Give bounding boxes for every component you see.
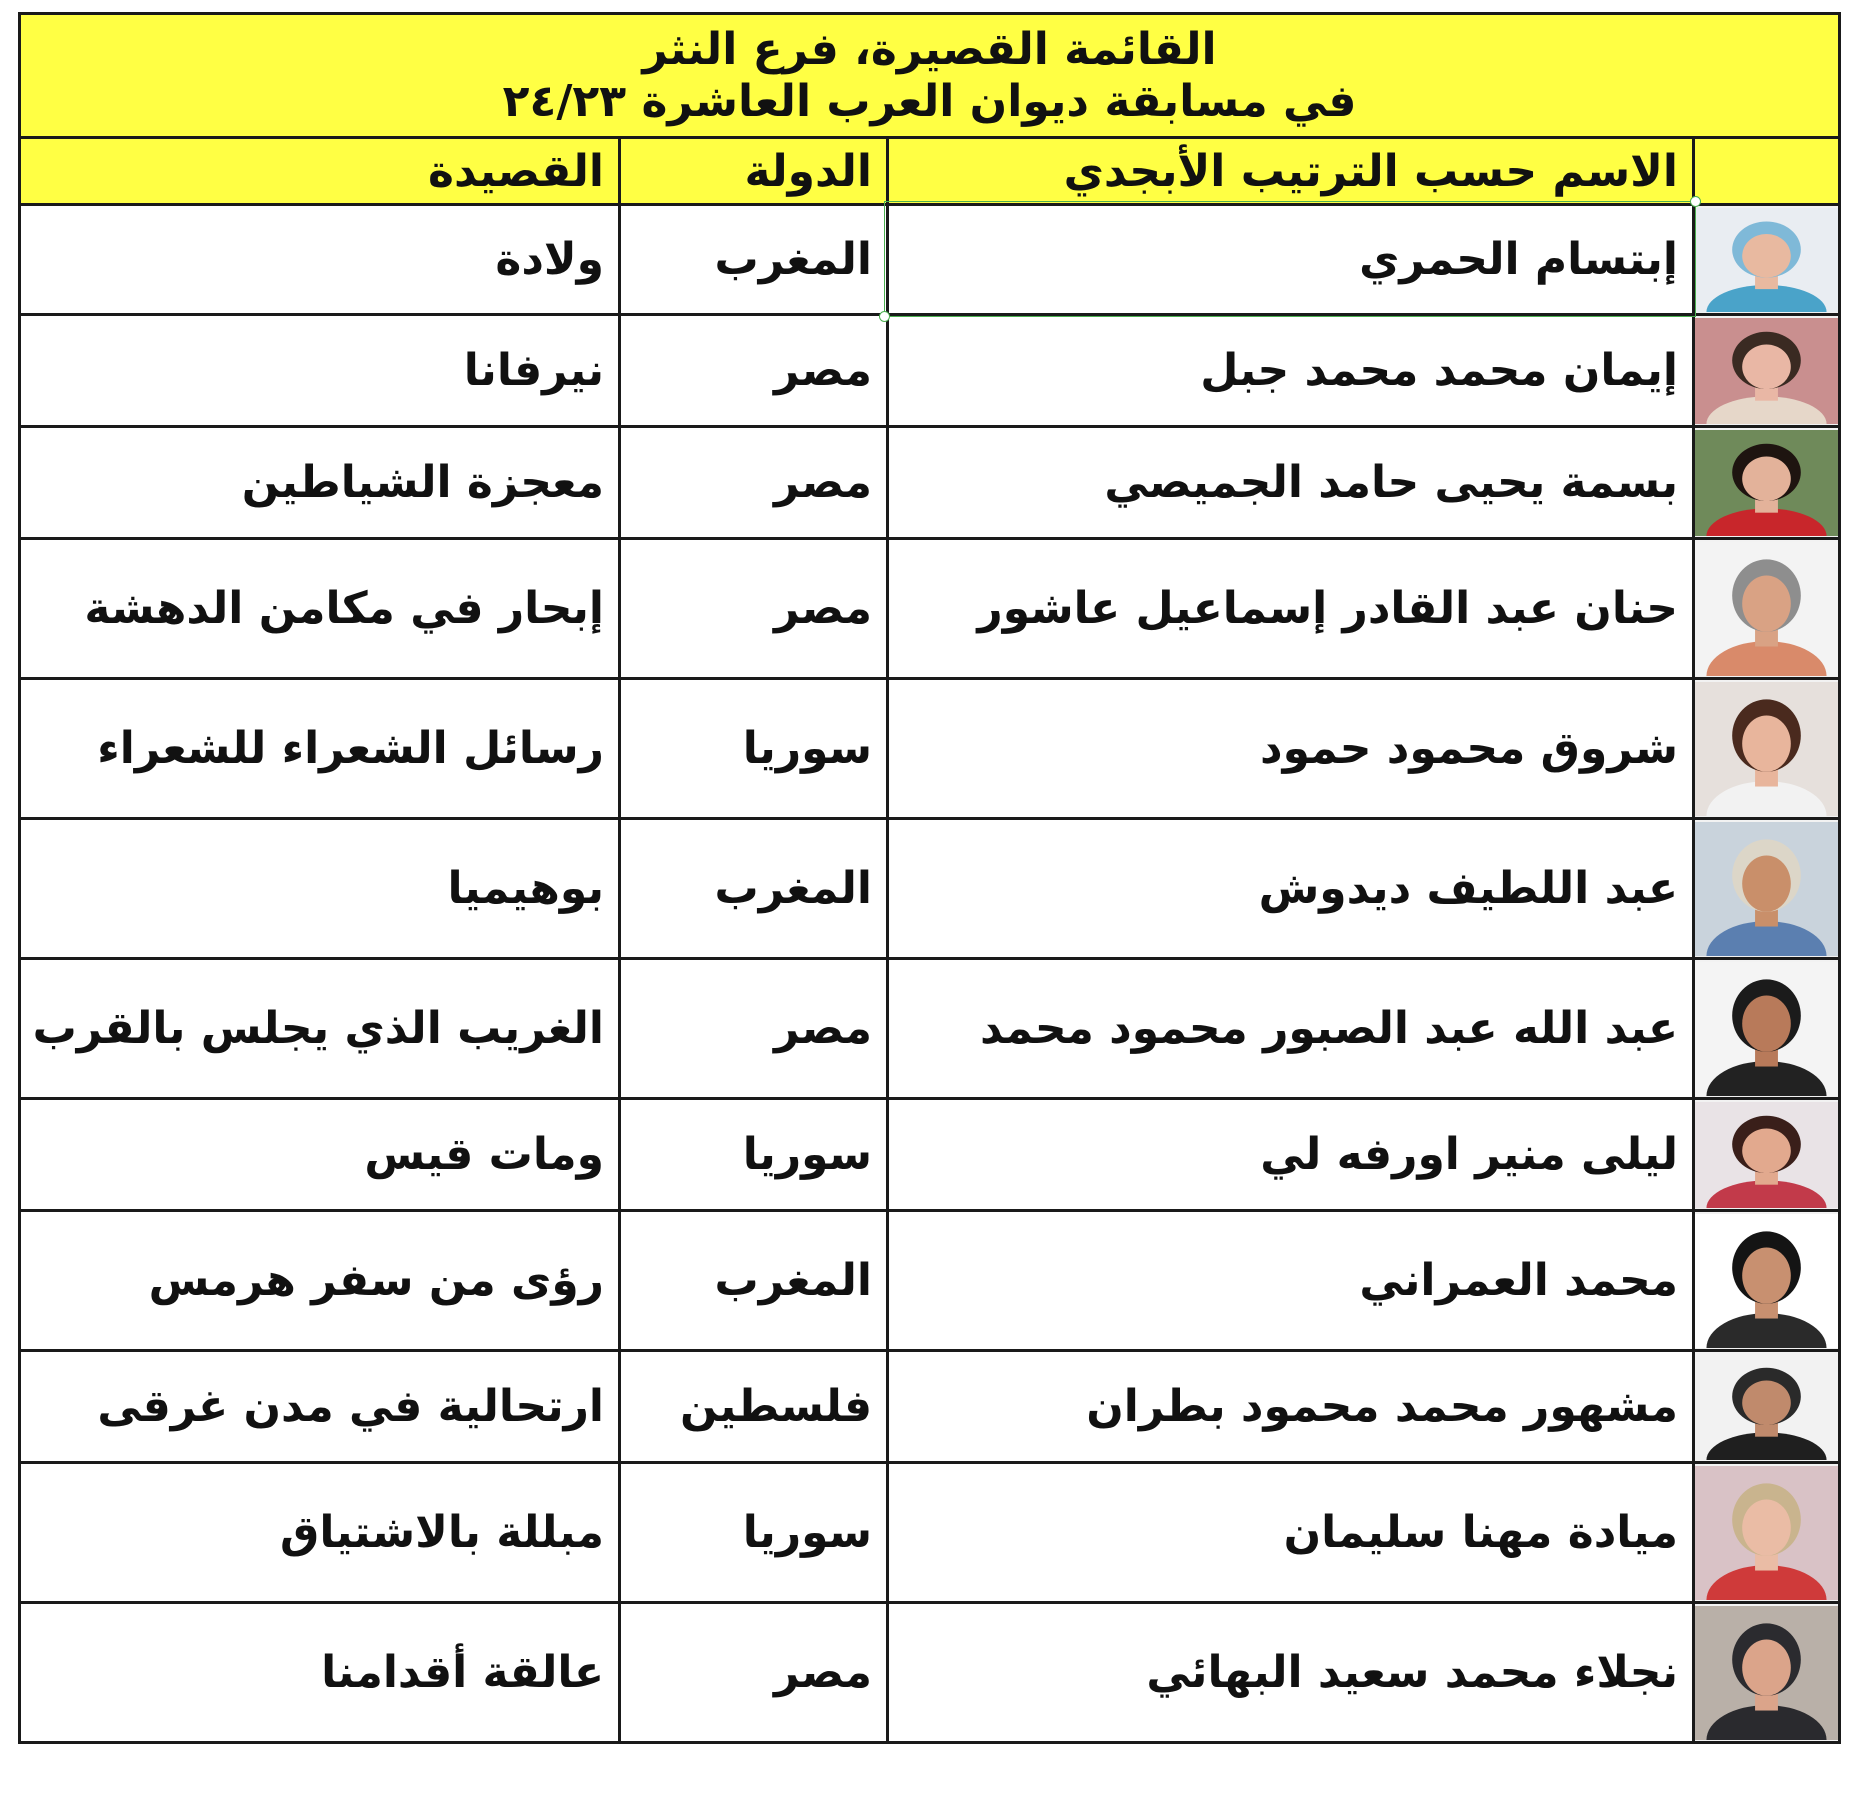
cell-work[interactable]: نيرفانا <box>20 315 620 427</box>
person-photo-icon <box>1695 1466 1838 1600</box>
person-photo-icon <box>1695 208 1838 312</box>
cell-work[interactable]: إبحار في مكامن الدهشة <box>20 539 620 679</box>
photo-cell[interactable] <box>1694 1351 1840 1463</box>
cell-name[interactable]: عبد الله عبد الصبور محمود محمد <box>888 959 1694 1099</box>
cell-name[interactable]: إيمان محمد محمد جبل <box>888 315 1694 427</box>
cell-work[interactable]: مبللة بالاشتياق <box>20 1463 620 1603</box>
table-row <box>20 315 1840 427</box>
person-photo-icon <box>1695 1102 1838 1208</box>
table-row <box>20 1463 1840 1603</box>
person-photo-icon <box>1695 962 1838 1096</box>
person-photo-icon <box>1695 542 1838 676</box>
title-line-2: في مسابقة ديوان العرب العاشرة ٢٤/٢٣ <box>502 75 1357 127</box>
photo-cell[interactable] <box>1694 539 1840 679</box>
title-line-1: القائمة القصيرة، فرع النثر <box>642 23 1217 75</box>
table-row <box>20 1603 1840 1743</box>
photo-face <box>1742 456 1791 501</box>
table-row <box>20 539 1840 679</box>
cell-work[interactable]: ولادة <box>20 205 620 315</box>
cell-name[interactable]: ليلى منير اورفه لي <box>888 1099 1694 1211</box>
cell-country[interactable]: سوريا <box>620 1099 888 1211</box>
cell-work[interactable]: ومات قيس <box>20 1099 620 1211</box>
photo-face <box>1742 1499 1791 1555</box>
person-photo-icon <box>1695 1354 1838 1460</box>
photo-cell[interactable] <box>1694 205 1840 315</box>
shortlist-table <box>18 12 1841 1744</box>
cell-country[interactable]: المغرب <box>620 819 888 959</box>
photo-face <box>1742 1247 1791 1303</box>
cell-work[interactable]: عالقة أقدامنا <box>20 1603 620 1743</box>
table-row <box>20 959 1840 1099</box>
cell-country[interactable]: المغرب <box>620 1211 888 1351</box>
photo-face <box>1742 855 1791 911</box>
cell-country[interactable]: سوريا <box>620 679 888 819</box>
photo-cell[interactable] <box>1694 959 1840 1099</box>
photo-cell[interactable] <box>1694 819 1840 959</box>
cell-name[interactable]: إبتسام الحمري <box>888 205 1694 315</box>
person-photo-icon <box>1695 1606 1838 1740</box>
cell-country[interactable]: مصر <box>620 315 888 427</box>
photo-face <box>1742 575 1791 631</box>
table-row <box>20 819 1840 959</box>
table-row <box>20 1351 1840 1463</box>
photo-cell[interactable] <box>1694 1211 1840 1351</box>
cell-name[interactable]: محمد العمراني <box>888 1211 1694 1351</box>
cell-name[interactable]: بسمة يحيى حامد الجميصي <box>888 427 1694 539</box>
person-photo-icon <box>1695 430 1838 536</box>
cell-work[interactable]: معجزة الشياطين <box>20 427 620 539</box>
table-row <box>20 679 1840 819</box>
cell-name[interactable]: حنان عبد القادر إسماعيل عاشور <box>888 539 1694 679</box>
cell-work[interactable]: رسائل الشعراء للشعراء <box>20 679 620 819</box>
cell-work[interactable]: الغريب الذي يجلس بالقرب <box>20 959 620 1099</box>
photo-cell[interactable] <box>1694 427 1840 539</box>
title-cell[interactable] <box>20 14 1840 138</box>
cell-country[interactable]: مصر <box>620 959 888 1099</box>
photo-cell[interactable] <box>1694 315 1840 427</box>
table-row <box>20 1211 1840 1351</box>
photo-cell[interactable] <box>1694 1463 1840 1603</box>
cell-country[interactable]: سوريا <box>620 1463 888 1603</box>
cell-country[interactable]: فلسطين <box>620 1351 888 1463</box>
cell-country[interactable]: المغرب <box>620 205 888 315</box>
photo-face <box>1742 1380 1791 1425</box>
table-row <box>20 205 1840 315</box>
header-photo-cell[interactable] <box>1694 138 1840 205</box>
photo-face <box>1742 995 1791 1051</box>
cell-work[interactable]: ارتحالية في مدن غرقى <box>20 1351 620 1463</box>
table-row <box>20 1099 1840 1211</box>
header-name[interactable]: الاسم حسب الترتيب الأبجدي <box>888 138 1694 205</box>
cell-work[interactable]: رؤى من سفر هرمس <box>20 1211 620 1351</box>
person-photo-icon <box>1695 1214 1838 1348</box>
person-photo-icon <box>1695 822 1838 956</box>
header-country[interactable]: الدولة <box>620 138 888 205</box>
person-photo-icon <box>1695 682 1838 816</box>
cell-name[interactable]: ميادة مهنا سليمان <box>888 1463 1694 1603</box>
cell-name[interactable]: مشهور محمد محمود بطران <box>888 1351 1694 1463</box>
cell-name[interactable]: نجلاء محمد سعيد البهائي <box>888 1603 1694 1743</box>
cell-name[interactable]: عبد اللطيف ديدوش <box>888 819 1694 959</box>
header-work[interactable]: القصيدة <box>20 138 620 205</box>
photo-cell[interactable] <box>1694 1603 1840 1743</box>
photo-cell[interactable] <box>1694 1099 1840 1211</box>
cell-country[interactable]: مصر <box>620 427 888 539</box>
photo-face <box>1742 1639 1791 1695</box>
table-row <box>20 427 1840 539</box>
cell-work[interactable]: بوهيميا <box>20 819 620 959</box>
photo-cell[interactable] <box>1694 679 1840 819</box>
cell-name[interactable]: شروق محمود حمود <box>888 679 1694 819</box>
photo-face <box>1742 344 1791 389</box>
cell-country[interactable]: مصر <box>620 539 888 679</box>
shortlist-sheet <box>18 12 1838 1744</box>
person-photo-icon <box>1695 318 1838 424</box>
photo-face <box>1742 234 1791 278</box>
photo-face <box>1742 715 1791 771</box>
title-row <box>20 14 1840 138</box>
header-row <box>20 138 1840 205</box>
cell-country[interactable]: مصر <box>620 1603 888 1743</box>
photo-face <box>1742 1128 1791 1173</box>
